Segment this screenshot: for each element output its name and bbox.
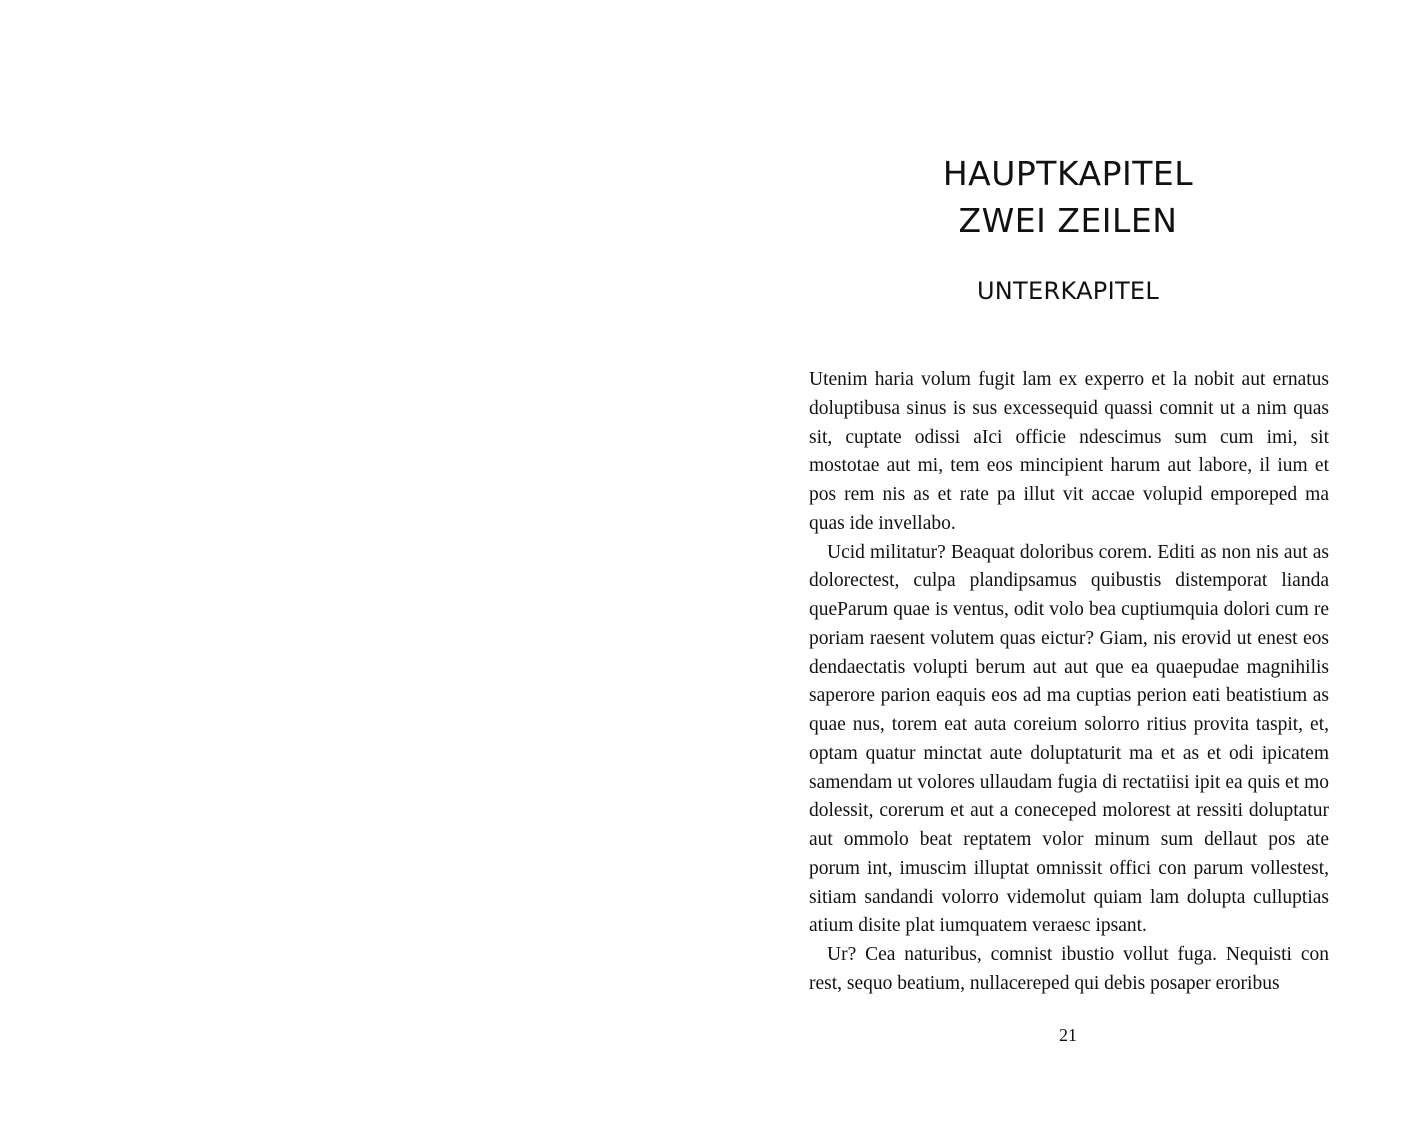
left-page-blank — [0, 0, 708, 1122]
subchapter-title: UNTERKAPITEL — [976, 277, 1160, 305]
paragraph-2: Ucid militatur? Beaquat doloribus corem. Editi as non nis aut as dolorectest, culpa plandipsamus quibustis distemporat lianda queParum quae is ventus, odit volo bea cuptiumquia dolori cum re poriam raesent volutem quas eictur? Giam, nis erovid ut enest eos dendaectatis volupti berum aut aut que ea quaepudae magnihilis saperore parion eaquis eos ad ma cuptias perion eati beatistium as quae nus, torem eat auta coreium solorro ritius provita taspit, et, optam quatur minctat aute doluptaturit ma et as et odi ipicatem samendam ut volores ullaudam fugia di rectatiisi ipit ea quis et mo dolessit, corerum et aut a coneceped molorest at ressiti doluptatur aut ommolo beat reptatem volor minum sum dellaut pos ate porum int, imuscim illuptat omnissit offici con parum vollestest, sitiam sandandi volorro videmolut quiam lam dolupta culluptias atium disite plat iumquatem veraesc ipsant. — [809, 541, 1329, 937]
chapter-title-line-2: ZWEI ZEILEN — [958, 201, 1178, 240]
paragraph-3: Ur? Cea naturibus, comnist ibustio vollut fuga. Nequisti con rest, sequo beatium, nullacereped qui debis posaper eroribus — [809, 944, 1329, 994]
paragraph-1: Utenim haria volum fugit lam ex experro et la nobit aut ernatus doluptibusa sinus is sus excessequid quassi comnit ut a nim quas sit, cuptate odissi aIci officie ndescimus sum cum imi, sit mostotae aut mi, tem eos mincipient harum aut labore, il ium et pos rem nis as et rate pa illut vit accae volupid emporeped ma quas ide invellabo. — [809, 369, 1329, 534]
right-page — [708, 0, 1417, 1122]
page-number: 21 — [1059, 1025, 1077, 1045]
body-text — [809, 366, 1329, 1000]
chapter-title-line-1: HAUPTKAPITEL — [942, 154, 1194, 193]
chapter-title — [808, 150, 1328, 244]
